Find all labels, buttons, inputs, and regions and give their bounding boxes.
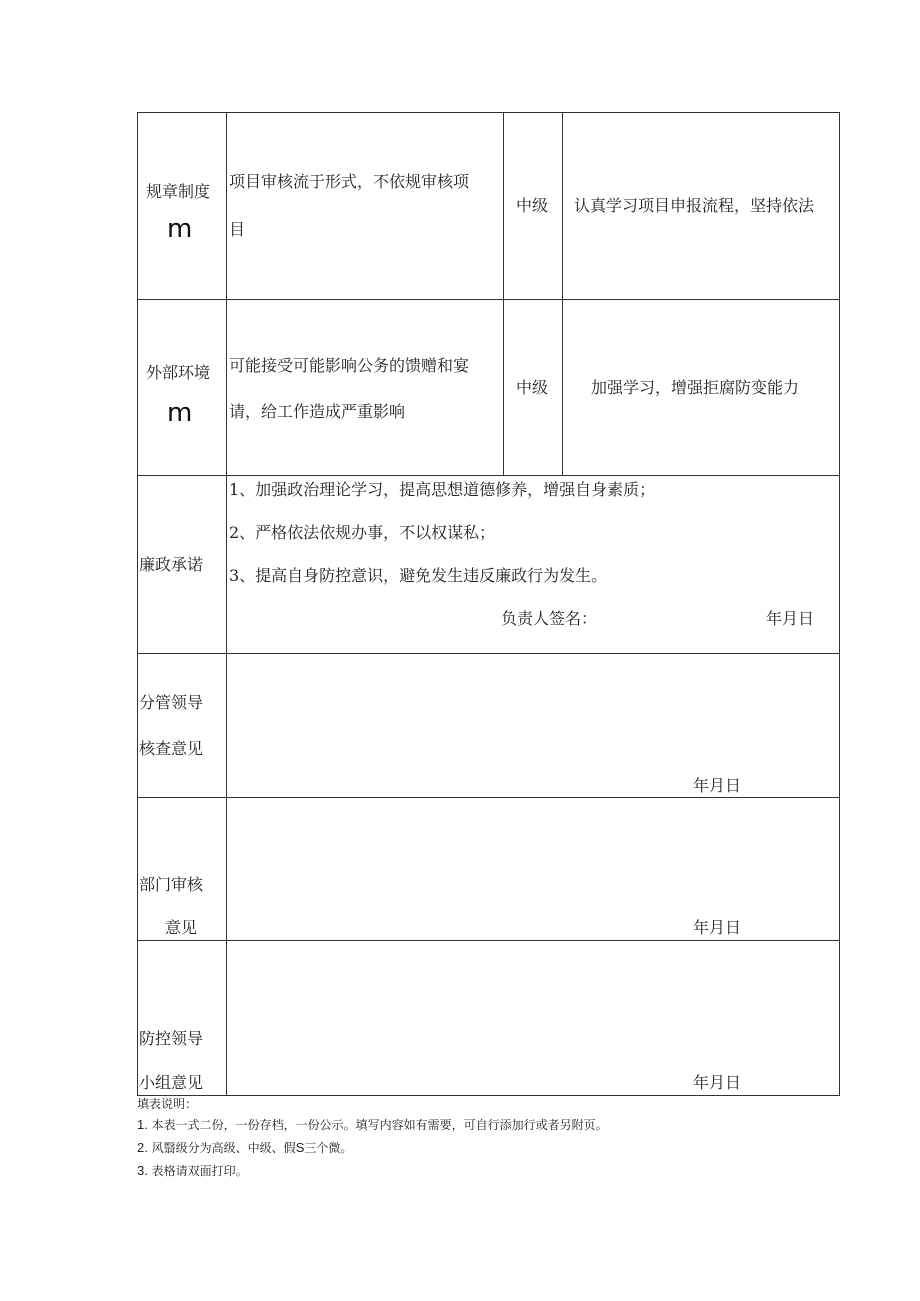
review-label: 核查意见 bbox=[139, 739, 204, 758]
date-label: 年月日 bbox=[766, 609, 815, 628]
risk-description-line: 目 bbox=[229, 220, 246, 239]
row-divider bbox=[137, 475, 840, 476]
risk-level: 中级 bbox=[516, 196, 549, 215]
row-divider bbox=[137, 653, 840, 654]
row-category: 规章制度 bbox=[146, 182, 211, 201]
review-label: 分管领导 bbox=[139, 693, 204, 712]
prevention-measure: 加强学习，增强拒腐防变能力 bbox=[591, 378, 800, 397]
risk-description-line: 项目审核流于形式，不依规审核项 bbox=[229, 172, 470, 191]
commitment-item: 3、提高自身防控意识，避免发生违反廉政行为发生。 bbox=[229, 566, 608, 585]
note-number: 2. bbox=[137, 1140, 148, 1155]
category-mark: m bbox=[167, 214, 193, 244]
note-text: 风翳级分为高级、中级、假 bbox=[151, 1141, 296, 1155]
note-item bbox=[137, 1163, 248, 1179]
commitment-item: 1、加强政治理论学习，提高思想道德修养，增强自身素质； bbox=[229, 480, 656, 499]
commitment-label: 廉政承诺 bbox=[139, 555, 204, 574]
table-bottom-border bbox=[137, 1095, 840, 1096]
date-label: 年月日 bbox=[693, 1073, 742, 1092]
row-divider bbox=[137, 940, 840, 941]
column-divider bbox=[562, 112, 563, 476]
risk-level: 中级 bbox=[516, 378, 549, 397]
table-right-border bbox=[839, 112, 840, 1096]
note-text: 三个微。 bbox=[304, 1141, 353, 1155]
column-divider bbox=[503, 112, 504, 476]
row-divider bbox=[137, 299, 840, 300]
category-mark: m bbox=[167, 398, 193, 428]
note-text-latin: S bbox=[295, 1140, 305, 1155]
signature-label: 负责人签名： bbox=[501, 609, 598, 628]
table-left-border bbox=[137, 112, 138, 1096]
risk-description-line: 请，给工作造成严重影响 bbox=[229, 402, 406, 421]
table-top-border bbox=[137, 112, 840, 113]
column-divider bbox=[226, 112, 227, 1096]
date-label: 年月日 bbox=[693, 776, 742, 795]
row-divider bbox=[137, 797, 840, 798]
date-label: 年月日 bbox=[693, 918, 742, 937]
review-label: 小组意见 bbox=[139, 1073, 204, 1092]
note-item bbox=[137, 1117, 608, 1133]
notes-title: 填表说明： bbox=[137, 1097, 198, 1111]
note-text: 表格请双面打印。 bbox=[151, 1164, 248, 1178]
note-item bbox=[137, 1140, 352, 1156]
prevention-measure: 认真学习项目申报流程，坚持依法 bbox=[574, 196, 815, 215]
review-label: 意见 bbox=[165, 918, 198, 937]
note-number: 1. bbox=[137, 1117, 148, 1132]
review-label: 部门审核 bbox=[139, 875, 204, 894]
risk-description-line: 可能接受可能影响公务的馈赠和宴 bbox=[229, 356, 470, 375]
row-category: 外部环境 bbox=[146, 363, 211, 382]
note-text: 本表一式二份，一份存档，一份公示。填写内容如有需要，可自行添加行或者另附页。 bbox=[151, 1118, 608, 1132]
review-label: 防控领导 bbox=[139, 1029, 204, 1048]
commitment-item: 2、严格依法依规办事，不以权谋私； bbox=[229, 523, 496, 542]
note-number: 3. bbox=[137, 1163, 148, 1178]
